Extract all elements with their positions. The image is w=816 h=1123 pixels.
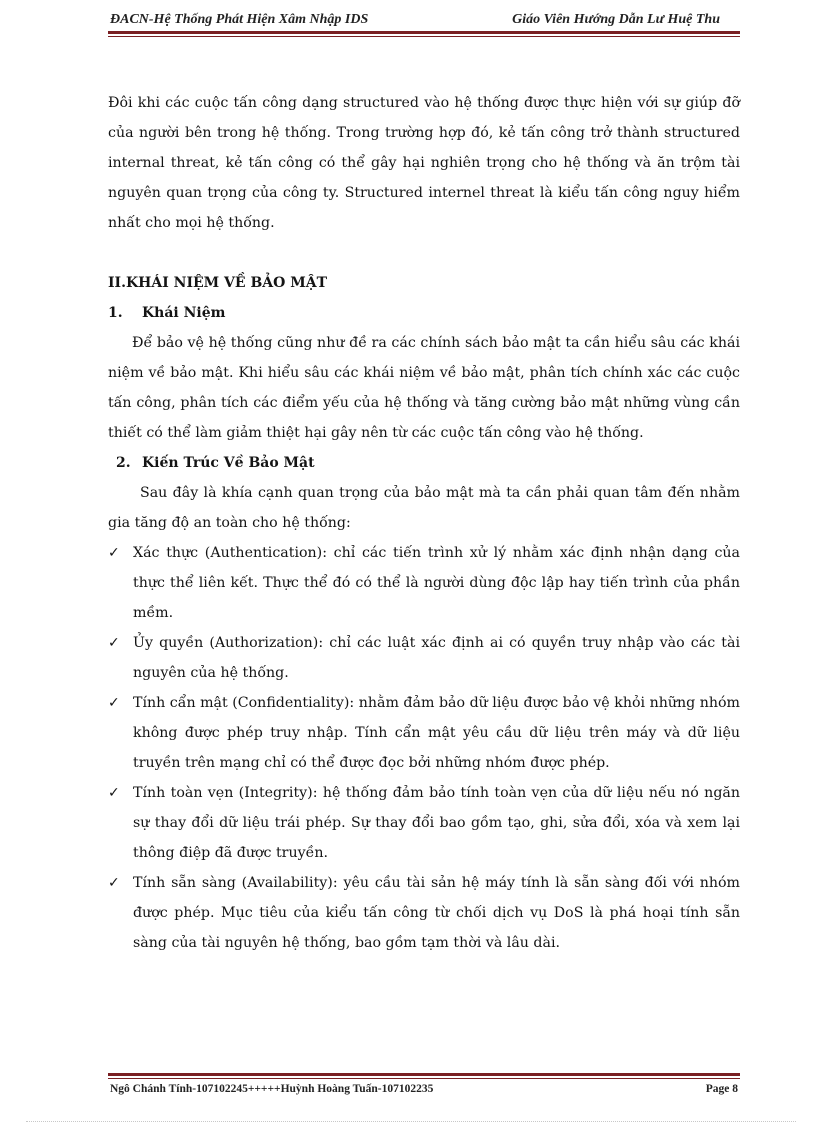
bullet-text: Tính toàn vẹn (Integrity): hệ thống đảm bảo tính toàn vẹn của dữ liệu nếu nó ngăn sự thay đổi dữ liệu trái phép. Sự thay đổi bao gồm tạo, ghi, sửa đổi, xóa và xem lại thông điệp đã được truyền. (133, 785, 740, 861)
header-project-title: ĐACN-Hệ Thống Phát Hiện Xâm Nhập IDS (110, 12, 369, 27)
spacer (108, 238, 740, 268)
bullet-text: Ủy quyền (Authorization): chỉ các luật xác định ai có quyền truy nhập vào các tài nguyên của hệ thống. (133, 635, 740, 681)
bullet-item (108, 628, 740, 688)
page-footer (108, 1081, 740, 1101)
footer-authors: Ngô Chánh Tính-107102245+++++Huỳnh Hoàng Tuấn-107102235 (110, 1083, 434, 1095)
subsection-2-intro: Sau đây là khía cạnh quan trọng của bảo mật mà ta cần phải quan tâm đến nhằm gia tăng độ an toàn cho hệ thống: (108, 485, 740, 531)
footer-rule-thick (108, 1073, 740, 1076)
bullet-item (108, 538, 740, 628)
subsection-number: 1. (108, 305, 123, 321)
bullet-item (108, 778, 740, 868)
subsection-title: Kiến Trúc Về Bảo Mật (142, 455, 315, 471)
intro-paragraph: Đôi khi các cuộc tấn công dạng structured vào hệ thống được thực hiện với sự giúp đỡ của người bên trong hệ thống. Trong trường hợp đó, kẻ tấn công trở thành structured internal threat, kẻ tấn công có thể gây hại nghiên trọng cho hệ thống và ăn trộm tài nguyên quan trọng của công ty. Structured internel threat là kiểu tấn công nguy hiểm nhất cho mọi hệ thống. (108, 95, 740, 231)
page-number: Page 8 (705, 1083, 738, 1095)
page-content (108, 88, 740, 958)
check-mark-icon: ✓ (108, 545, 120, 561)
header-instructor: Giáo Viên Hướng Dẫn Lư Huệ Thu (512, 12, 720, 27)
bullet-text: Tính sẵn sàng (Availability): yêu cầu tài sản hệ máy tính là sẵn sàng đối với nhóm được phép. Mục tiêu của kiểu tấn công từ chối dịch vụ DoS là phá hoại tính sẵn sàng của tài nguyên hệ thống, bao gồm tạm thời và lâu dài. (133, 875, 740, 951)
bullet-item (108, 868, 740, 958)
check-mark-icon: ✓ (108, 785, 120, 801)
bullet-item (108, 688, 740, 778)
header-rule-thick (108, 31, 740, 34)
bullet-text: Tính cẩn mật (Confidentiality): nhằm đảm bảo dữ liệu được bảo vệ khỏi những nhóm không được phép truy nhập. Tính cẩn mật yêu cầu dữ liệu trên máy và dữ liệu truyền trên mạng chỉ có thể được đọc bởi những nhóm được phép. (133, 695, 740, 771)
subsection-heading-1 (108, 298, 740, 328)
page-header (108, 10, 740, 30)
subsection-number: 2. (116, 455, 131, 471)
subsection-heading-2 (108, 448, 740, 478)
header-rule-thin (108, 36, 740, 37)
bullet-text: Xác thực (Authentication): chỉ các tiến trình xử lý nhằm xác định nhận dạng của thực thể liên kết. Thực thể đó có thể là người dùng độc lập hay tiến trình của phần mềm. (133, 545, 740, 621)
check-mark-icon: ✓ (108, 875, 120, 891)
check-mark-icon: ✓ (108, 695, 120, 711)
subsection-1-paragraph: Để bảo vệ hệ thống cũng như đề ra các chính sách bảo mật ta cần hiểu sâu các khái niệm về bảo mật. Khi hiểu sâu các khái niệm về bảo mật, phân tích chính xác các cuộc tấn công, phân tích các điểm yếu của hệ thống và tăng cường bảo mật những vùng cần thiết có thể làm giảm thiệt hại gây nên từ các cuộc tấn công vào hệ thống. (108, 335, 740, 441)
subsection-title: Khái Niệm (142, 305, 226, 321)
check-mark-icon: ✓ (108, 635, 120, 651)
footer-rule-thin (108, 1078, 740, 1079)
page-bottom-edge (26, 1121, 796, 1122)
section-title: II.KHÁI NIỆM VỀ BẢO MẬT (108, 275, 327, 291)
